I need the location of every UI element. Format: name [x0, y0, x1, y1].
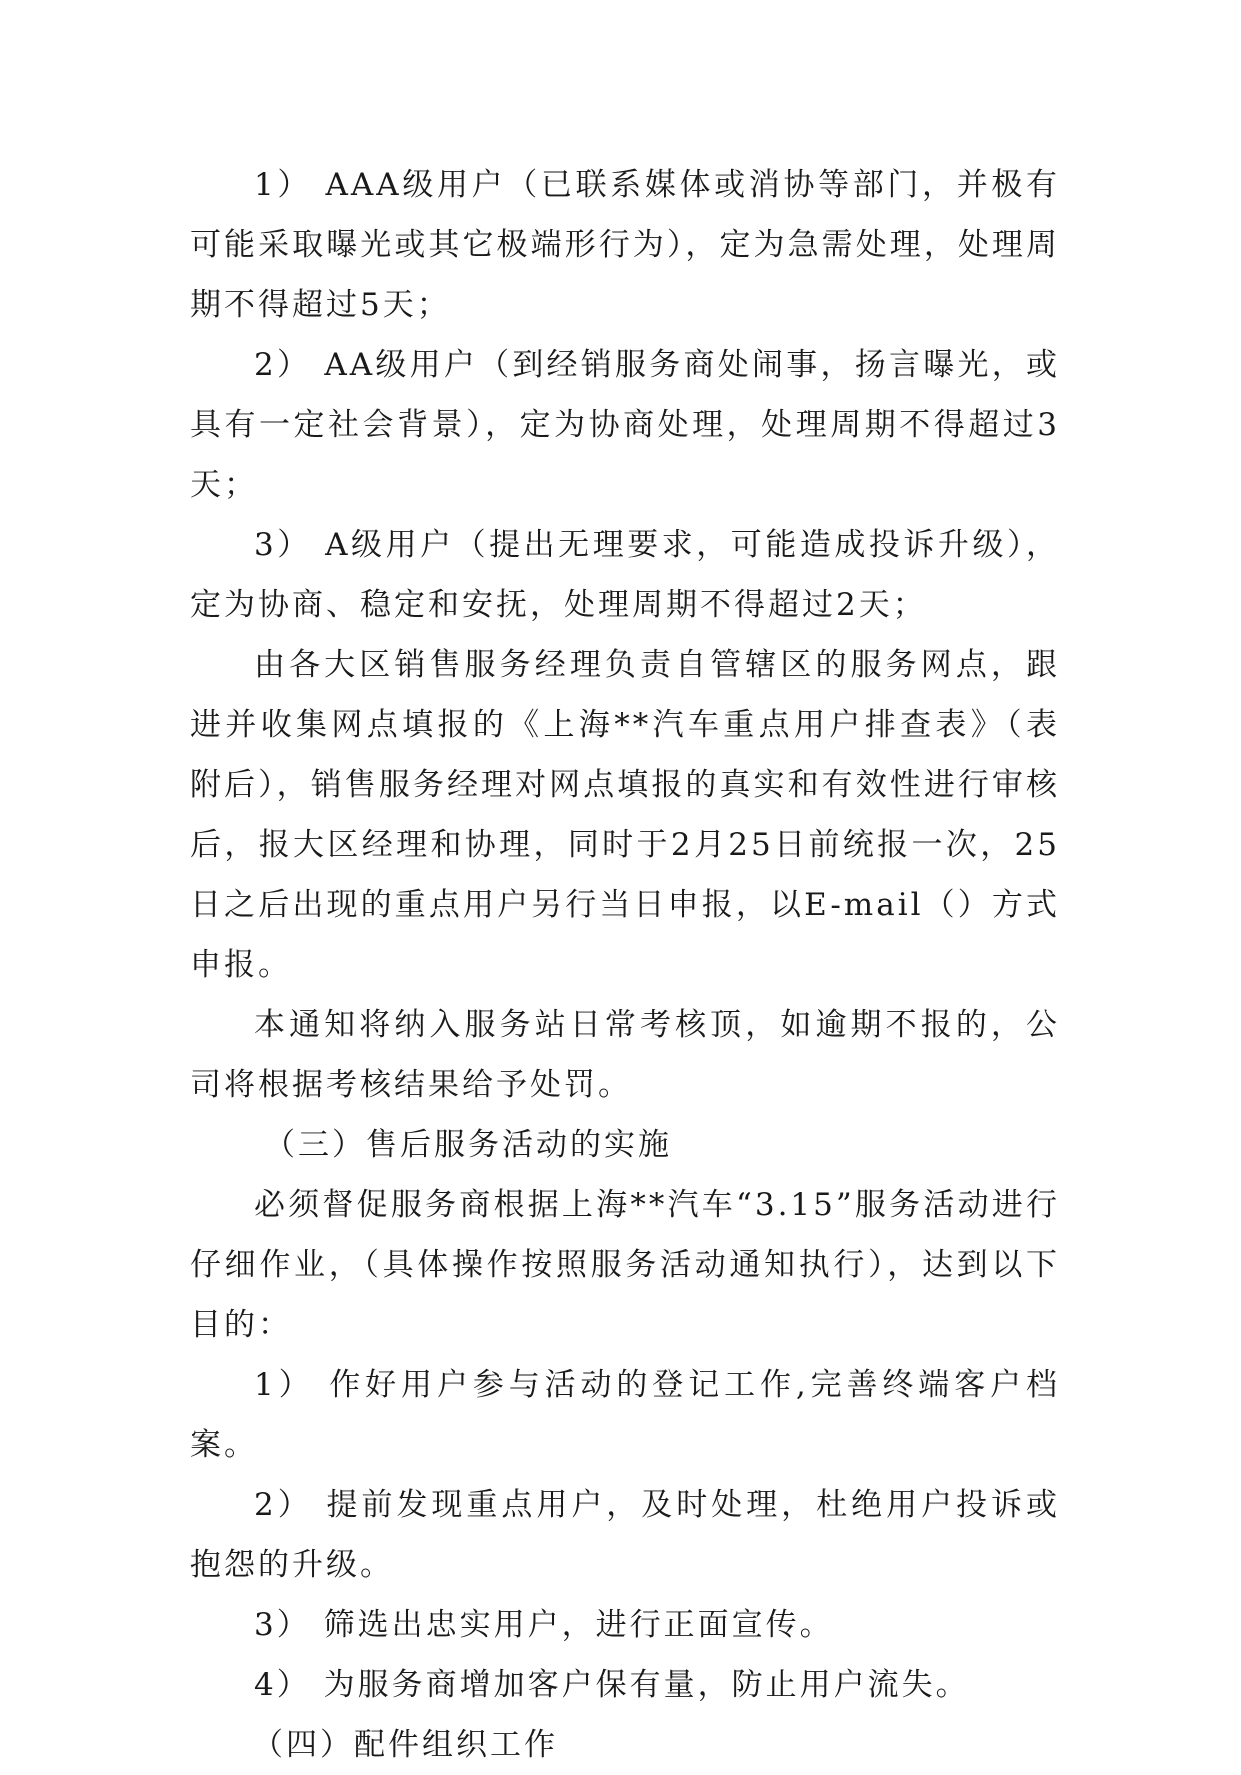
- paragraph-a-user: 3） A级用户（提出无理要求，可能造成投诉升级），定为协商、稳定和安抚，处理周期不得超过2天；: [190, 527, 1060, 623]
- list-item-4: 4） 为服务商增加客户保有量，防止用户流失。: [254, 1667, 970, 1703]
- list-item-1: 1） 作好用户参与活动的登记工作,完善终端客户档案。: [190, 1367, 1060, 1463]
- section-heading-4: （四）配件组织工作: [252, 1727, 558, 1763]
- section-heading-3: （三）售后服务活动的实施: [264, 1127, 672, 1163]
- list-item-3: 3） 筛选出忠实用户，进行正面宣传。: [254, 1607, 834, 1643]
- paragraph-aaa-user: 1） AAA级用户（已联系媒体或消协等部门，并极有可能采取曝光或其它极端形行为），定为急需处理，处理周期不得超过5天；: [190, 167, 1060, 323]
- paragraph-service-activity: 必须督促服务商根据上海**汽车“3.15”服务活动进行仔细作业，（具体操作按照服务活动通知执行），达到以下目的：: [190, 1187, 1060, 1343]
- paragraph-regional-reporting: 由各大区销售服务经理负责自管辖区的服务网点，跟进并收集网点填报的《上海**汽车重点用户排查表》（表附后），销售服务经理对网点填报的真实和有效性进行审核后，报大区经理和协理，同时于2月25日前统报一次，25日之后出现的重点用户另行当日申报，以E-mail（）方式申报。: [190, 647, 1060, 983]
- list-item-2: 2） 提前发现重点用户，及时处理，杜绝用户投诉或抱怨的升级。: [190, 1487, 1060, 1583]
- paragraph-assessment-notice: 本通知将纳入服务站日常考核顶，如逾期不报的，公司将根据考核结果给予处罚。: [190, 1007, 1060, 1103]
- document-body: [190, 155, 1060, 1775]
- paragraph-aa-user: 2） AA级用户（到经销服务商处闹事，扬言曝光，或具有一定社会背景），定为协商处理，处理周期不得超过3天；: [190, 347, 1060, 503]
